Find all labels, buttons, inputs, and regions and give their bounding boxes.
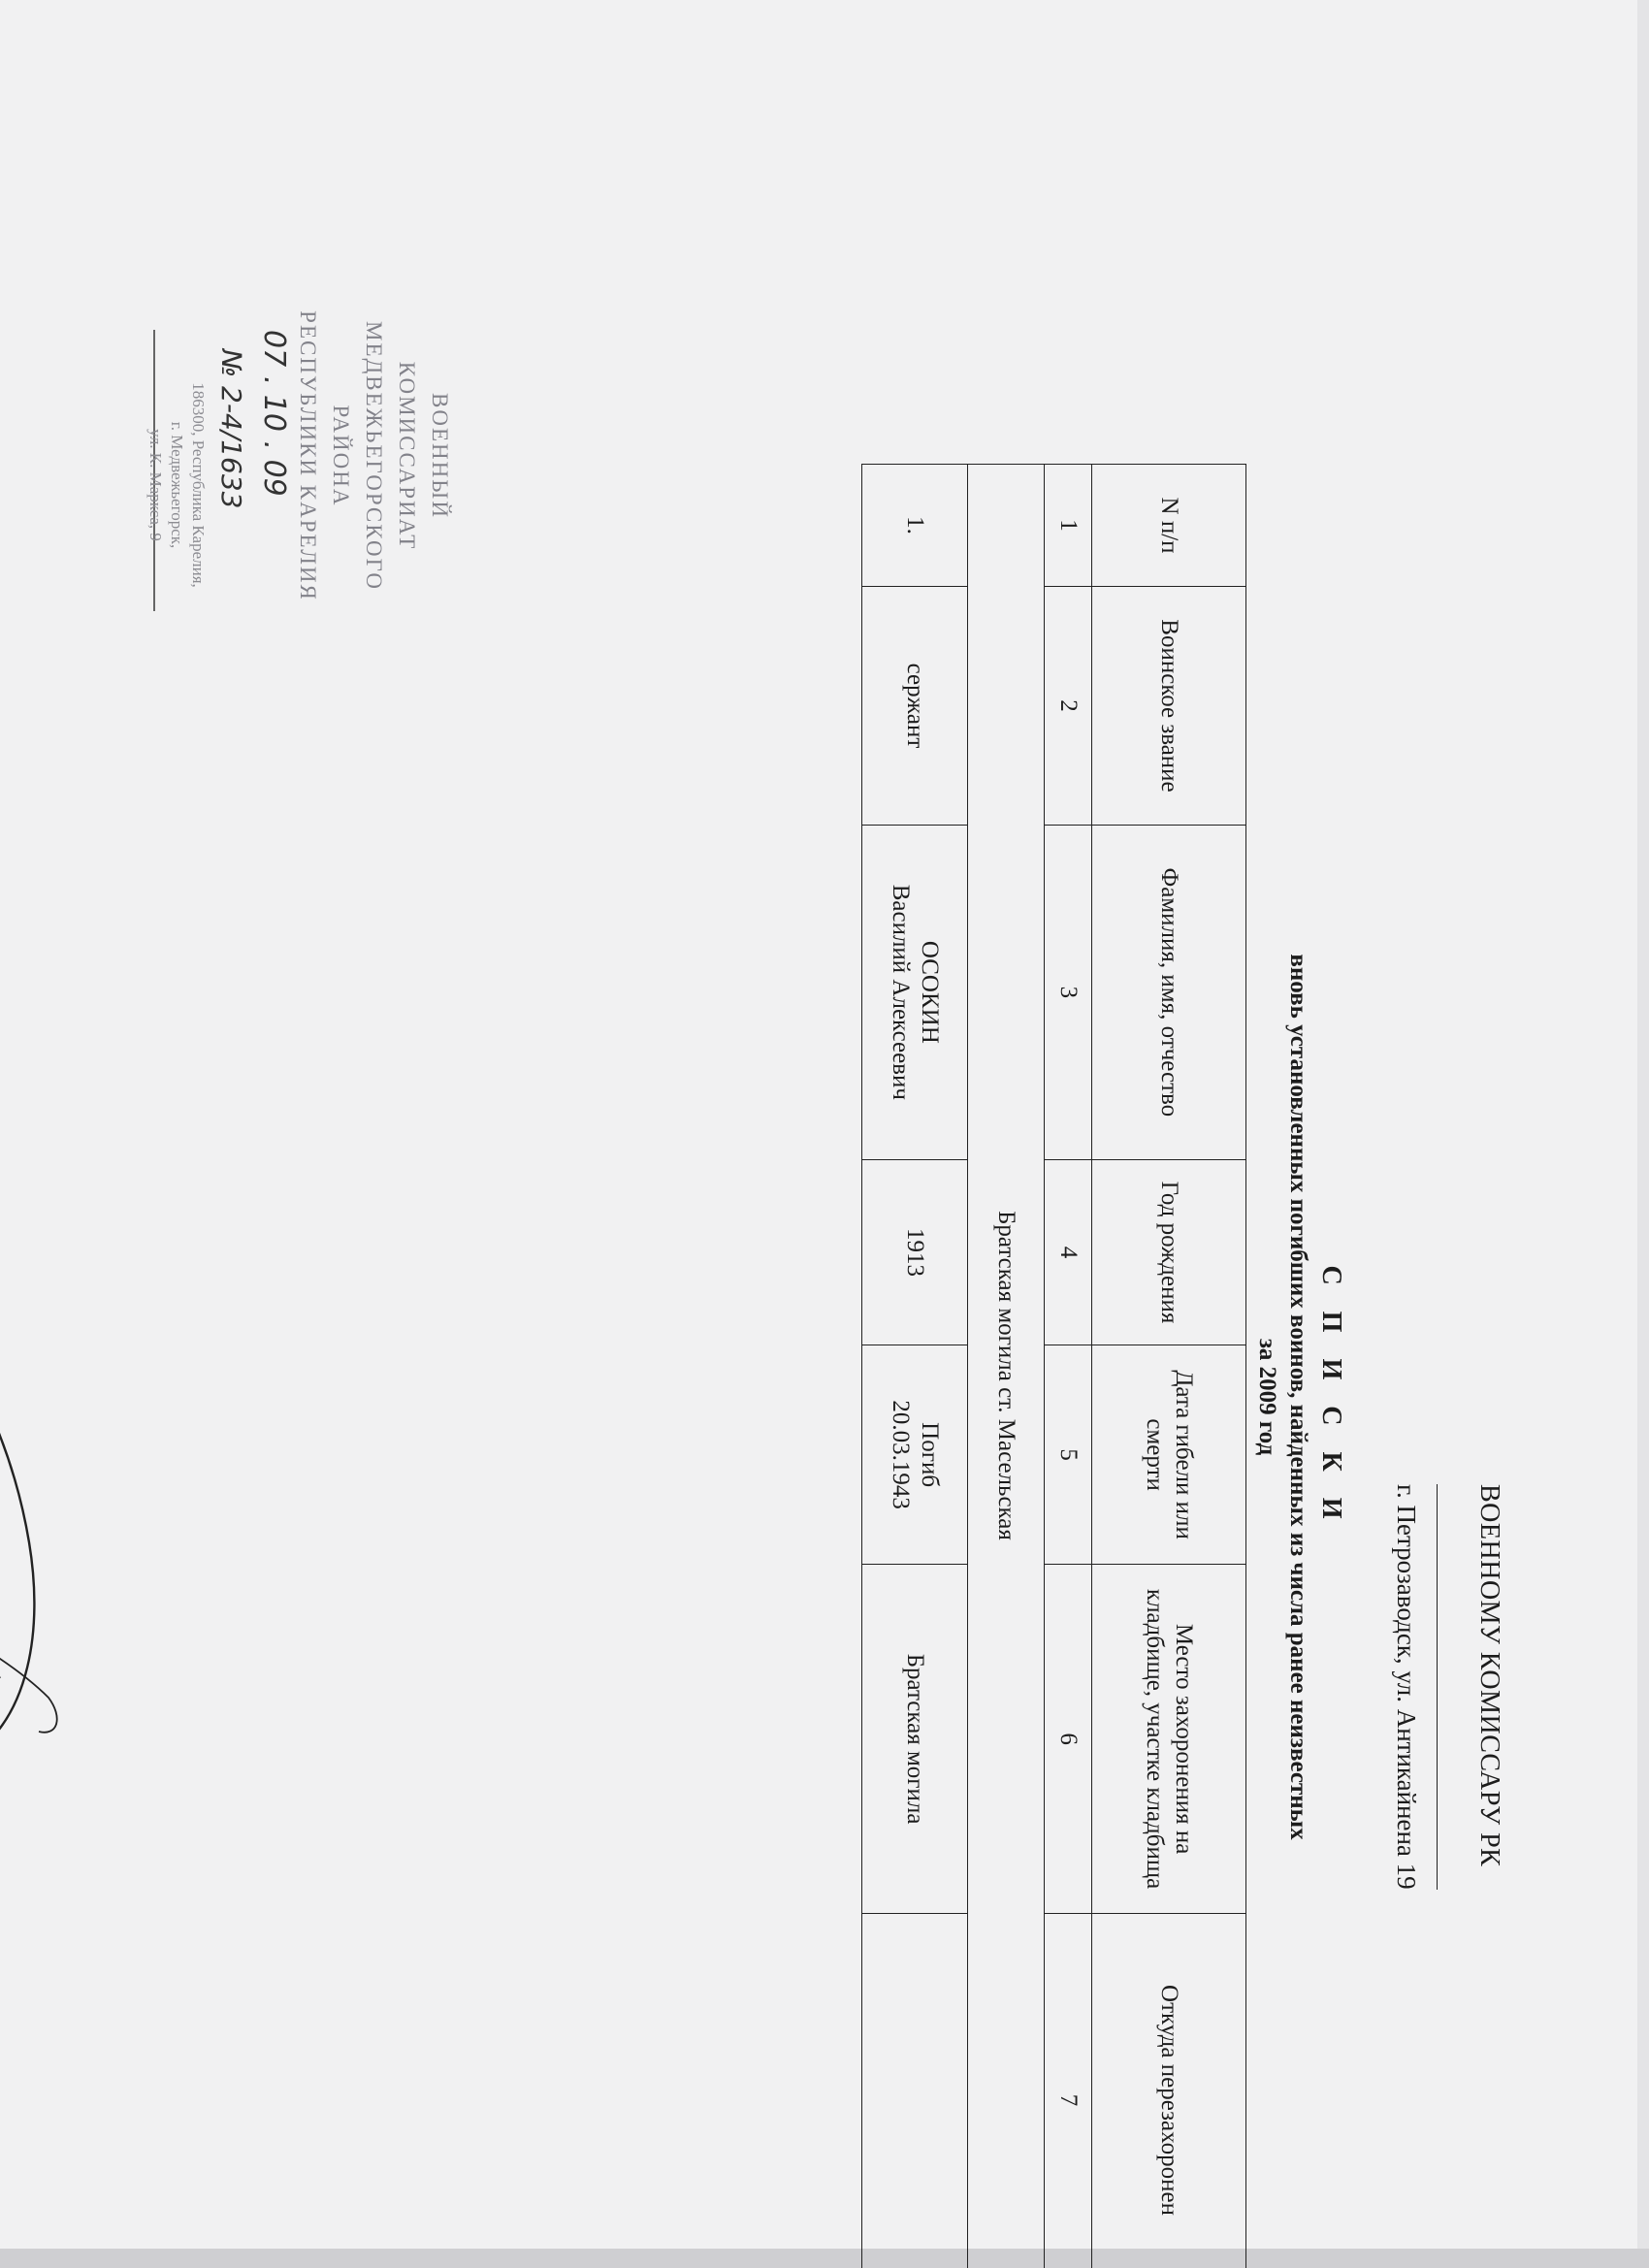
cell-given-name: Василий Алексеевич (888, 884, 914, 1100)
burial-table (861, 464, 1246, 2268)
header-death-date: Дата гибели или смерти (1092, 1345, 1246, 1565)
cell-burial-place: Братская могила (862, 1565, 968, 1914)
scan-edge (1637, 0, 1649, 2268)
column-number: 1 (1045, 465, 1092, 587)
cell-reburied-from (862, 1914, 968, 2268)
group-label: Братская могила ст. Масельская (968, 465, 1045, 2268)
stamp-line: РАЙОНА (329, 405, 353, 507)
stamp-org-line: г. Медвежьегорск, (168, 421, 186, 549)
header-birth-year: Год рождения (1092, 1159, 1246, 1345)
cell-birth-year: 1913 (862, 1159, 968, 1345)
cell-num: 1. (862, 465, 968, 587)
column-number: 5 (1045, 1345, 1092, 1565)
stamp-line: ВОЕННЫЙ (428, 393, 452, 519)
header-num: N п/п (1092, 465, 1246, 587)
addressee-address: г. Петрозаводск, ул. Антикайнена 19 (1382, 1484, 1438, 1890)
stamp-org-line: 186300, Республика Карелия, (189, 382, 208, 588)
column-number: 3 (1045, 825, 1092, 1159)
cell-death (862, 1345, 968, 1565)
header-rank: Воинское звание (1092, 587, 1246, 826)
table-group-row (968, 465, 1045, 2268)
column-number: 2 (1045, 587, 1092, 826)
header-reburied-from: Откуда перезахоронен (1092, 1914, 1246, 2268)
table-row (862, 465, 968, 2268)
addressee-title: ВОЕННОМУ КОМИССАРУ РК (1474, 1484, 1504, 1867)
stamp-date: 07 . 10 . 09 (257, 330, 291, 497)
cell-name (862, 825, 968, 1159)
title-line-1: С П И С К И (1316, 1265, 1346, 1529)
handwritten-signature (0, 1174, 68, 1775)
header-burial-place: Место захоронения на кладбище, участке кладбища (1092, 1565, 1246, 1914)
stamp-number: № 2-4/1633 (215, 349, 247, 509)
addressee-block (1382, 1484, 1513, 2268)
column-number: 7 (1045, 1914, 1092, 2268)
cell-rank: сержант (862, 587, 968, 826)
rotated-document (136, 310, 1513, 2268)
stamp-org-line: ул. К. Маркса, 9 (146, 429, 165, 541)
cell-death-status: Погиб (917, 1422, 943, 1488)
stamp-org-address (145, 330, 209, 640)
stamp-line: МЕДВЕЖЬЕГОРСКОГО (362, 321, 386, 591)
stamp-line: КОМИССАРИАТ (395, 361, 419, 551)
table-column-numbers-row (1045, 465, 1092, 2268)
column-number: 6 (1045, 1565, 1092, 1914)
title-line-3: за 2009 год (1254, 1338, 1280, 1456)
stamp-line: РЕСПУБЛИКИ КАРЕЛИЯ (296, 310, 320, 601)
registration-stamp (291, 301, 456, 611)
document-title (1251, 320, 1348, 2268)
cell-death-date: 20.03.1943 (888, 1400, 914, 1509)
title-line-2: вновь установленных погибших воинов, найденных из числа ранее неизвестных (1285, 954, 1311, 1840)
table-header-row (1092, 465, 1246, 2268)
cell-surname: ОСОКИН (917, 940, 943, 1044)
column-number: 4 (1045, 1159, 1092, 1345)
header-name: Фамилия, имя, отчество (1092, 825, 1246, 1159)
